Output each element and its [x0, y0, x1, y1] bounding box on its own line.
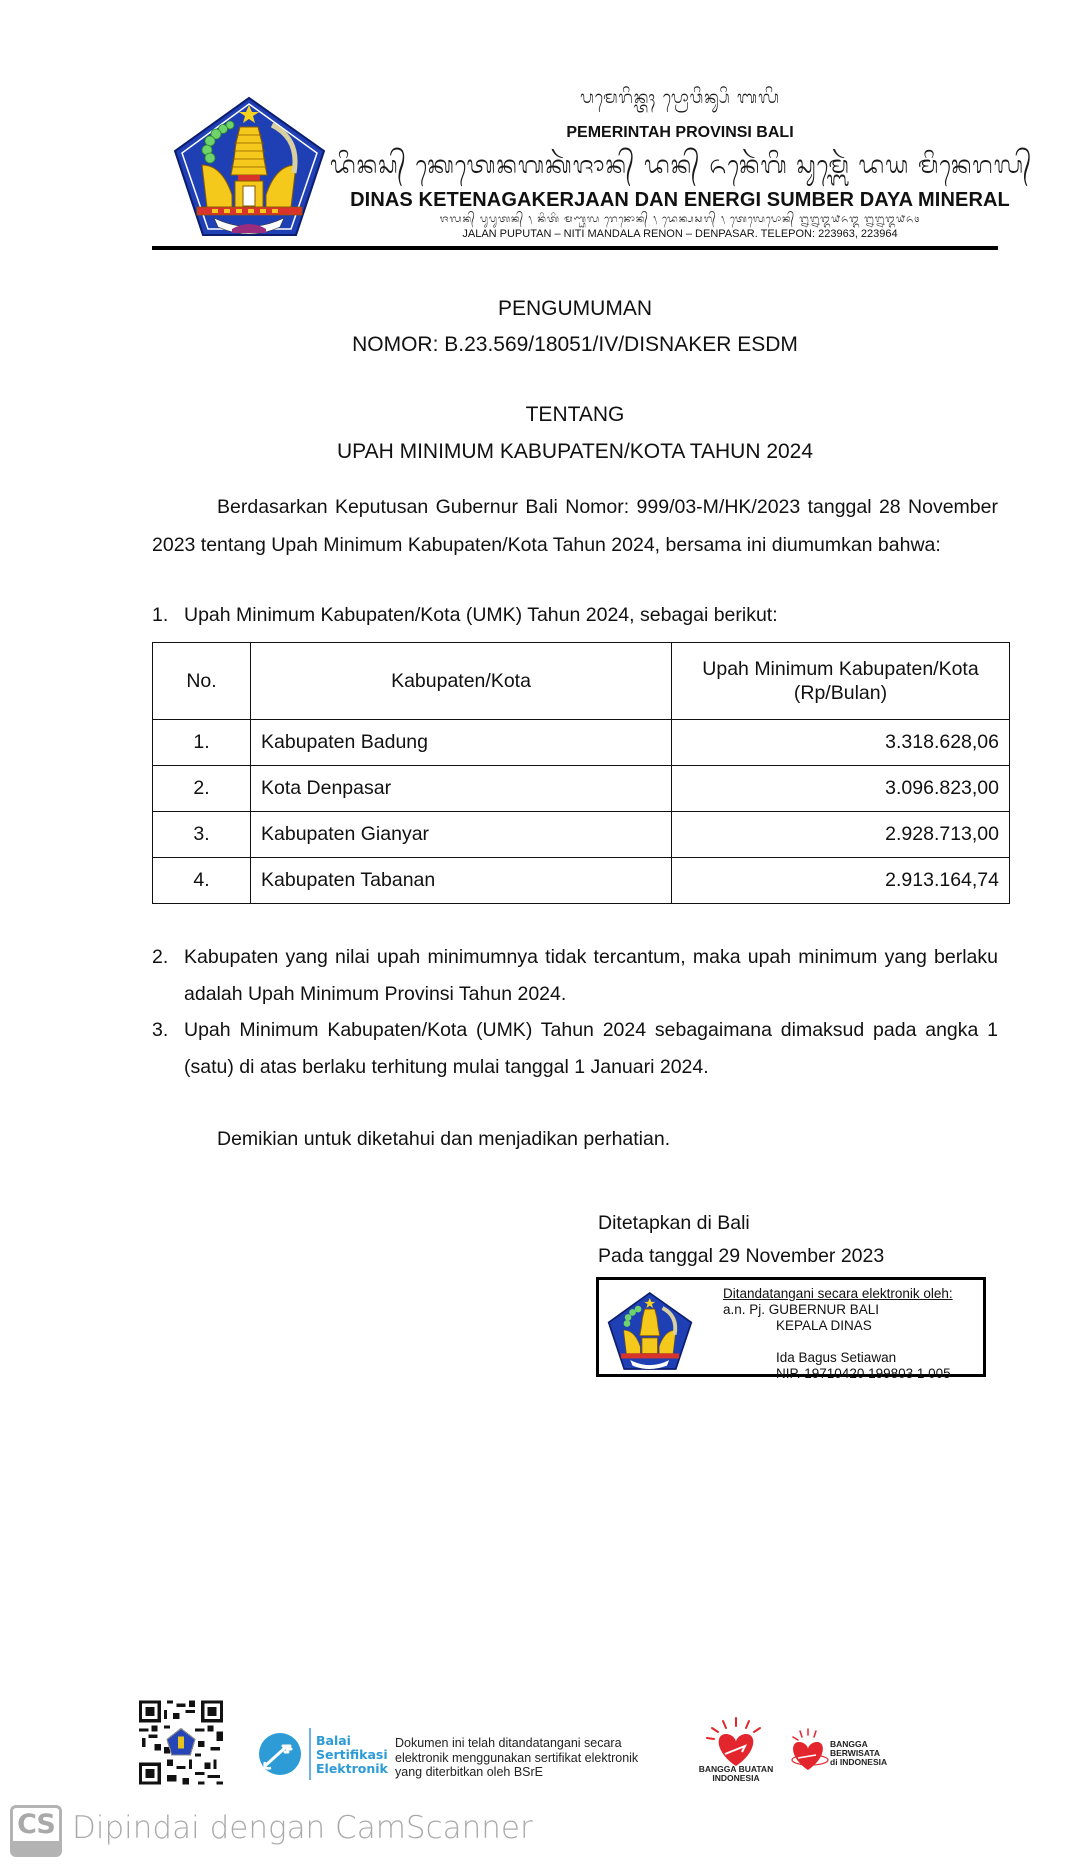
signer-position: KEPALA DINAS: [776, 1318, 872, 1333]
announcement-about: TENTANG: [525, 403, 625, 426]
header-wage: [672, 643, 1010, 720]
table-header-row: [153, 643, 1010, 720]
list-item-number: 2.: [152, 946, 169, 968]
bsre-name: [316, 1734, 388, 1776]
bbwi-label-line: BANGGA: [830, 1739, 868, 1749]
announcement-subject: UPAH MINIMUM KABUPATEN/KOTA TAHUN 2024: [336, 440, 814, 463]
bsre-divider: [309, 1728, 311, 1780]
list-item-text: Upah Minimum Kabupaten/Kota (UMK) Tahun 2024 sebagaimana dimaksud pada angka 1 (satu) di atas berlaku terhitung mulai tanggal 1 Januari 2024.: [184, 1019, 998, 1078]
cell-wage: 3.096.823,00: [672, 766, 1010, 812]
header-no: No.: [153, 643, 251, 720]
bbi-label-line: INDONESIA: [712, 1773, 760, 1783]
table-row: [153, 858, 1010, 904]
table-row: [153, 812, 1010, 858]
camscanner-watermark: Dipindai dengan CamScanner: [72, 1810, 533, 1846]
list-item-number: 1.: [152, 604, 169, 626]
cell-wage: 2.913.164,74: [672, 858, 1010, 904]
signature-date: Pada tanggal 29 November 2023: [598, 1245, 885, 1267]
signer-on-behalf: a.n. Pj. GUBERNUR BALI: [723, 1302, 880, 1317]
bbi-label-line: BANGGA BUATAN: [698, 1764, 774, 1774]
list-item: [152, 939, 998, 1013]
letterhead-balinese-address: ᬚᬮᬦ᭄ ᬧᬸᬧᬸᬢᬦ᭄ ᭞ ᬦᬶᬢᬶ ᬫᬡ᭄ᬟᬮ ᬭᬾᬦᭀᬦ᭄ ᭞ ᬤᬾᬦ᭄ᬧᬲᬭ᭄ ᭞ ᬢᬾᬮᬾᬧᭀᬦ᭄ ᭒᭒᭓᭙᭖᭓ ᭒᭒᭓᭙᭖᭔: [439, 214, 921, 225]
header-wage-line1: Upah Minimum Kabupaten/Kota: [702, 658, 979, 680]
bsre-note-line: Dokumen ini telah ditandatangani secara: [395, 1736, 622, 1750]
cell-region: Kabupaten Badung: [251, 720, 672, 766]
cell-no: 3.: [153, 812, 251, 858]
closing-sentence: Demikian untuk diketahui dan menjadikan perhatian.: [217, 1128, 671, 1150]
spacer: [723, 1334, 953, 1350]
bbwi-label-line: BERWISATA: [830, 1748, 881, 1758]
umk-table: [152, 642, 1010, 904]
letterhead-balinese-province: ᬧᬫᬾᬭᬶᬦ᭄ᬢᬄ ᬧ᭄ᬭᭀᬯᬶᬦ᭄ᬲᬶ ᬩᬮᬶ: [580, 88, 780, 108]
cell-no: 1.: [153, 720, 251, 766]
bangga-buatan-indonesia-label: [695, 1765, 777, 1783]
cell-region: Kabupaten Gianyar: [251, 812, 672, 858]
qr-code-icon: [136, 1695, 226, 1790]
signer-nip: NIP. 19710420 199803 1 005: [776, 1366, 951, 1381]
bsre-note: [395, 1736, 638, 1780]
cell-no: 4.: [153, 858, 251, 904]
bangga-berwisata-indonesia-label: [830, 1740, 887, 1767]
list-item: [152, 1012, 998, 1086]
cell-region: Kabupaten Tabanan: [251, 858, 672, 904]
bsre-name-line: Elektronik: [316, 1761, 388, 1776]
cell-no: 2.: [153, 766, 251, 812]
letterhead-province: PEMERINTAH PROVINSI BALI: [566, 124, 794, 141]
letterhead-balinese-agency: ᬤᬶᬦᬲ᭄ ᬓᬾᬢᬾᬦᬕᬓᬃᬚᬵᬦ᭄ ᬤᬦ᭄ ᬏᬦᬾᬃᬕᬶ ᬲᬸᬫ᭄ᬩᬾᬃ ᬤᬬ ᬫᬶᬦᬾᬭᬮ᭄: [330, 151, 1033, 179]
header-region: Kabupaten/Kota: [251, 643, 672, 720]
electronic-signature-box: [596, 1277, 986, 1381]
table-row: [153, 720, 1010, 766]
signature-place: Ditetapkan di Bali: [598, 1212, 750, 1234]
bsre-logo-icon: [257, 1732, 303, 1776]
cell-wage: 2.928.713,00: [672, 812, 1010, 858]
signature-details: [723, 1286, 953, 1382]
list-item-number: 3.: [152, 1019, 169, 1041]
letterhead-agency: DINAS KETENAGAKERJAAN DAN ENERGI SUMBER DAYA MINERAL: [350, 189, 1010, 211]
announcement-heading: PENGUMUMAN: [497, 297, 652, 320]
bsre-name-line: Balai: [316, 1733, 351, 1748]
bsre-name-line: Sertifikasi: [316, 1747, 388, 1762]
signer-name: Ida Bagus Setiawan: [776, 1350, 897, 1365]
announcement-number: NOMOR: B.23.569/18051/IV/DISNAKER ESDM: [352, 333, 798, 356]
list-item-text: Upah Minimum Kabupaten/Kota (UMK) Tahun 2024, sebagai berikut:: [184, 604, 778, 626]
bali-emblem-icon: [172, 95, 327, 238]
letterhead-address: JALAN PUPUTAN – NITI MANDALA RENON – DENPASAR. TELEPON: 223963, 223964: [462, 228, 898, 240]
table-row: [153, 766, 1010, 812]
bali-emblem-icon: [607, 1290, 693, 1372]
bsre-note-line: elektronik menggunakan sertifikat elektronik: [395, 1750, 639, 1765]
bsre-note-line: yang diterbitkan oleh BSrE: [395, 1765, 544, 1779]
cell-wage: 3.318.628,06: [672, 720, 1010, 766]
header-wage-line2: (Rp/Bulan): [793, 682, 888, 704]
esign-label: Ditandatangani secara elektronik oleh:: [723, 1286, 953, 1301]
intro-paragraph: Berdasarkan Keputusan Gubernur Bali Nomor: 999/03-M/HK/2023 tanggal 28 November 2023 tentang Upah Minimum Kabupaten/Kota Tahun 2024, bersama ini diumumkan bahwa:: [152, 496, 998, 556]
letterhead-divider: [152, 246, 998, 250]
bbwi-label-line: di INDONESIA: [830, 1757, 888, 1767]
cell-region: Kota Denpasar: [251, 766, 672, 812]
bangga-berwisata-indonesia-icon: [786, 1728, 834, 1774]
list-item: [152, 597, 998, 634]
list-item-text: Kabupaten yang nilai upah minimumnya tidak tercantum, maka upah minimum yang berlaku adalah Upah Minimum Provinsi Tahun 2024.: [184, 946, 998, 1005]
camscanner-icon: CS: [10, 1805, 62, 1857]
